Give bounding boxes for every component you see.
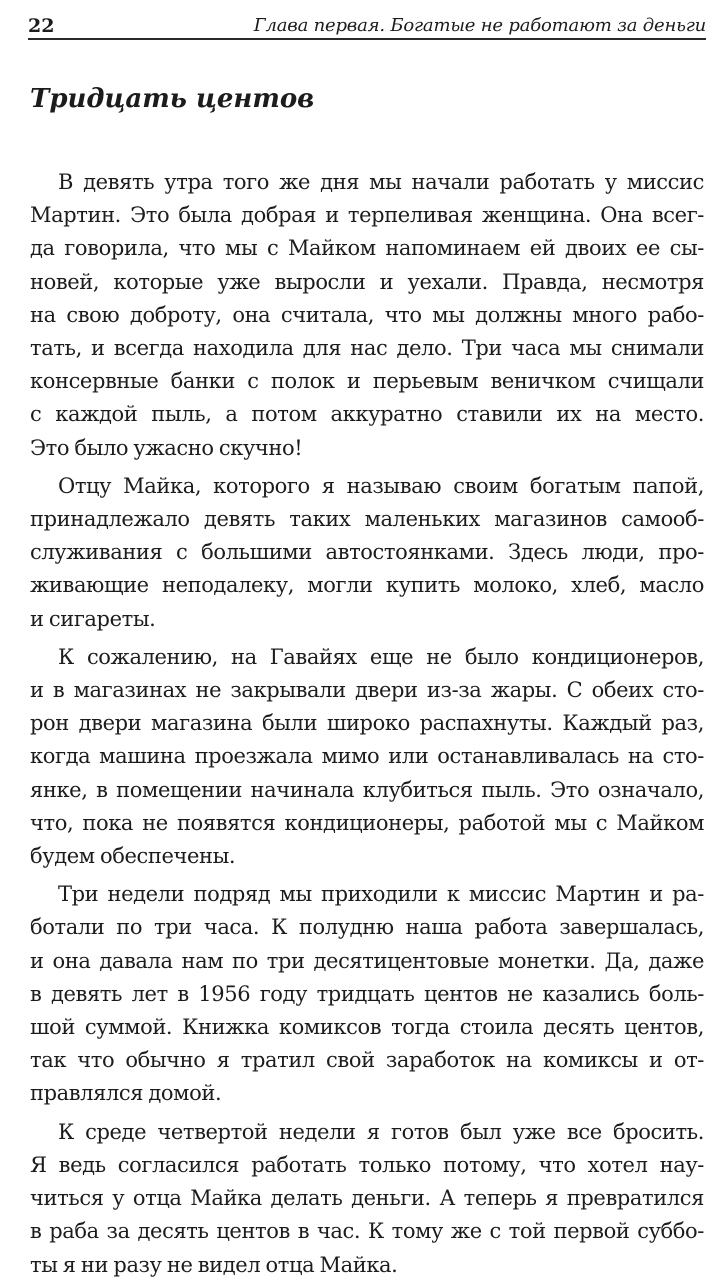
text-line: в раба за десять центов в час. К тому же с той первой суббо- <box>30 1219 704 1244</box>
chapter-title: Глава первая. Богатые не работают за деньги <box>253 15 706 36</box>
text-line: с каждой пыль, а потом аккуратно ставили их на место. <box>30 402 704 427</box>
page-number: 22 <box>28 15 55 37</box>
paragraph <box>30 641 704 873</box>
text-line: консервные банки с полок и перьевым веничком счищали <box>30 369 704 394</box>
body-text <box>30 166 704 1287</box>
text-line: на свою доброту, она считала, что мы должны много рабо- <box>30 302 704 327</box>
text-line: тать, и всегда находила для нас дело. Три часа мы снимали <box>30 336 704 361</box>
text-line: так что обычно я тратил свой заработок на комиксы и от- <box>30 1048 704 1073</box>
text-line: шой суммой. Книжка комиксов тогда стоила десять центов, <box>30 1015 704 1040</box>
text-line: читься у отца Майка делать деньги. А теперь я превратился <box>30 1186 704 1211</box>
paragraph <box>30 1116 704 1282</box>
text-line: Отцу Майка, которого я называю своим богатым папой, <box>58 473 704 498</box>
text-line: Я ведь согласился работать только потому, что хотел нау- <box>30 1152 704 1177</box>
running-header <box>28 6 706 40</box>
paragraph <box>30 470 704 636</box>
text-line: и в магазинах не закрывали двери из-за жары. С обеих сто- <box>30 678 704 703</box>
text-line: рон двери магазина были широко распахнуты. Каждый раз, <box>30 711 704 736</box>
text-line: будем обеспечены. <box>30 844 236 869</box>
text-line: живающие неподалеку, могли купить молоко, хлеб, масло <box>30 573 704 598</box>
text-line: и она давала нам по три десятицентовые монетки. Да, даже <box>30 948 704 973</box>
text-line: янке, в помещении начинала клубиться пыль. Это означало, <box>30 777 704 802</box>
text-line: когда машина проезжала мимо или останавливалась на сто- <box>30 744 704 769</box>
paragraph <box>30 166 704 465</box>
text-line: В девять утра того же дня мы начали работать у миссис <box>58 170 704 194</box>
text-line: ботали по три часа. К полудню наша работа завершалась, <box>30 915 704 940</box>
text-line: Три недели подряд мы приходили к миссис Мартин и ра- <box>58 882 704 907</box>
text-line: и сигареты. <box>30 606 156 631</box>
text-line: К сожалению, на Гавайях еще не было кондиционеров, <box>58 644 704 669</box>
text-line: К среде четвертой недели я готов был уже все бросить. <box>58 1119 704 1144</box>
paragraph <box>30 878 704 1110</box>
text-line: правлялся домой. <box>30 1081 222 1106</box>
text-line: принадлежало девять таких маленьких магазинов самооб- <box>30 507 704 532</box>
text-line: Мартин. Это была добрая и терпеливая женщина. Она всег- <box>30 203 704 228</box>
text-line: что, пока не появятся кондиционеры, работой мы с Майком <box>30 810 704 835</box>
section-heading: Тридцать центов <box>30 84 315 114</box>
text-line: новей, которые уже выросли и уехали. Правда, несмотря <box>30 269 704 294</box>
text-line: ты я ни разу не видел отца Майка. <box>30 1252 398 1277</box>
text-line: Это было ужасно скучно! <box>30 435 303 460</box>
text-line: в девять лет в 1956 году тридцать центов не казались боль- <box>30 981 704 1006</box>
text-line: служивания с большими автостоянками. Здесь люди, про- <box>30 540 704 565</box>
text-line: да говорила, что мы с Майком напоминаем ей двоих ее сы- <box>30 236 704 261</box>
